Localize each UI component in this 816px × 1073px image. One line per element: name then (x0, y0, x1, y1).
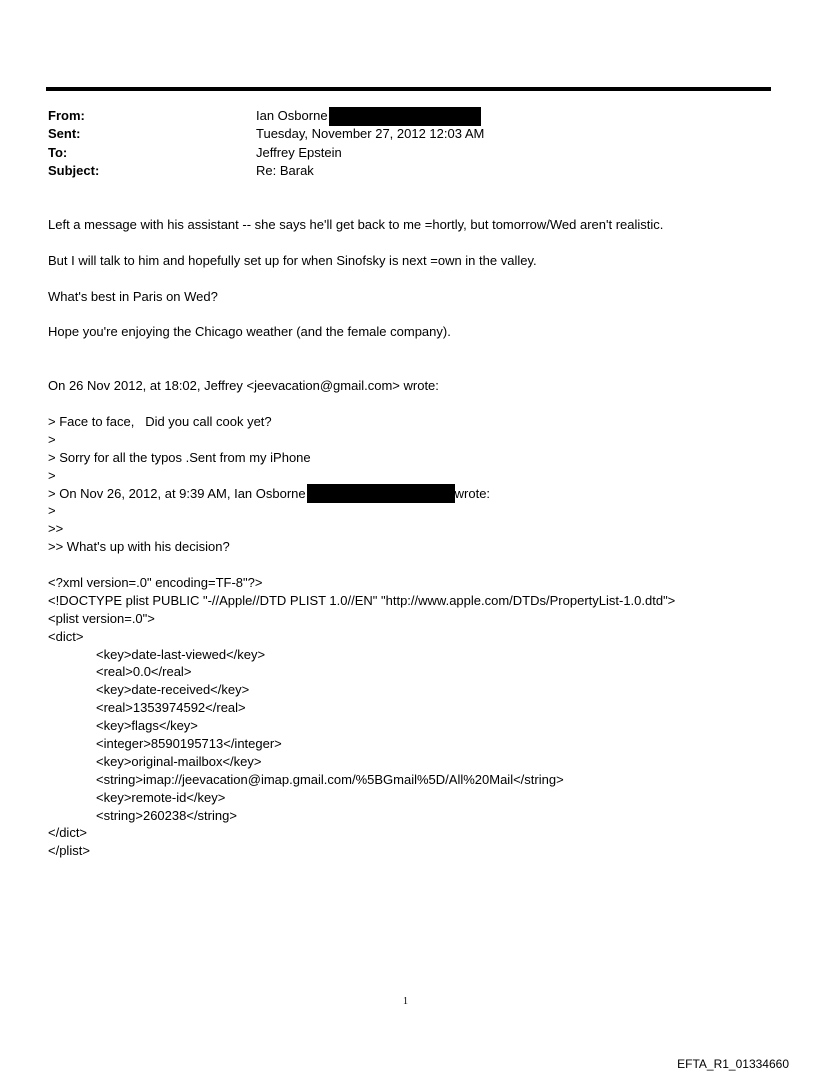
plist-line: <key>date-received</key> (96, 682, 250, 698)
plist-line: <string>260238</string> (96, 807, 237, 823)
plist-line: </plist> (48, 843, 90, 859)
quoted-line: > Face to face, Did you call cook yet? (48, 414, 272, 429)
redaction-block (329, 107, 481, 126)
from-value-wrap (256, 107, 481, 125)
plist-line: <?xml version=.0" encoding=TF-8"?> (48, 575, 263, 590)
to-value: Jeffrey Epstein (256, 144, 342, 160)
quoted-line: > (48, 467, 56, 483)
subject-value: Re: Barak (256, 162, 314, 178)
plist-line: <integer>8590195713</integer> (96, 736, 282, 752)
plist-line: <key>original-mailbox</key> (96, 753, 262, 769)
plist-line: <key>flags</key> (96, 718, 198, 734)
plist-line: <key>date-last-viewed</key> (96, 646, 266, 662)
plist-line: <dict> (48, 628, 84, 644)
body-paragraph: Left a message with his assistant -- she says he'll get back to me =hortly, but tomorrow/Wed aren't realistic. (48, 217, 664, 232)
quoted-attribution-line (48, 485, 490, 503)
quoted-line: >> (48, 521, 64, 537)
reply-attribution: On 26 Nov 2012, at 18:02, Jeffrey <jeevacation@gmail.com> wrote: (48, 378, 439, 393)
quoted-line: > (48, 431, 56, 447)
header-rule (46, 87, 771, 91)
plist-block (48, 574, 675, 860)
to-label: To: (48, 144, 68, 160)
body-paragraph: But I will talk to him and hopefully set up for when Sinofsky is next =own in the valley. (48, 253, 537, 268)
plist-line: <key>remote-id</key> (96, 789, 226, 805)
quoted-line: >> What's up with his decision? (48, 539, 230, 555)
plist-line: <!DOCTYPE plist PUBLIC "-//Apple//DTD PLIST 1.0//EN" "http://www.apple.com/DTDs/PropertyList-1.0.dtd"> (48, 592, 676, 608)
quoted-line: > Sorry for all the typos .Sent from my iPhone (48, 449, 311, 465)
plist-line: <real>0.0</real> (96, 664, 192, 680)
email-header (48, 107, 484, 180)
plist-line: <plist version=.0"> (48, 610, 155, 626)
page-number: 1 (403, 996, 408, 1007)
plist-line: </dict> (48, 825, 88, 841)
from-label: From: (48, 108, 85, 123)
quoted-line: > (48, 503, 56, 519)
body-paragraph: Hope you're enjoying the Chicago weather (and the female company). (48, 324, 451, 339)
sent-row (48, 125, 484, 143)
bates-number: EFTA_R1_01334660 (677, 1057, 789, 1071)
plist-line: <string>imap://jeevacation@imap.gmail.com/%5BGmail%5D/All%20Mail</string> (96, 771, 564, 787)
from-value: Ian Osborne (256, 108, 328, 123)
plist-line: <real>1353974592</real> (96, 700, 246, 716)
quoted-thread (48, 413, 490, 556)
sent-label: Sent: (48, 126, 81, 142)
redaction-block (307, 484, 455, 503)
quoted-attribution-text: > On Nov 26, 2012, at 9:39 AM, Ian Osborne (48, 485, 306, 501)
subject-label: Subject: (48, 162, 100, 178)
subject-row (48, 162, 484, 180)
to-row (48, 144, 484, 162)
from-row (48, 107, 484, 125)
sent-value: Tuesday, November 27, 2012 12:03 AM (256, 126, 485, 142)
body-paragraph: What's best in Paris on Wed? (48, 289, 218, 304)
quoted-wrote-suffix: wrote: (454, 485, 491, 501)
